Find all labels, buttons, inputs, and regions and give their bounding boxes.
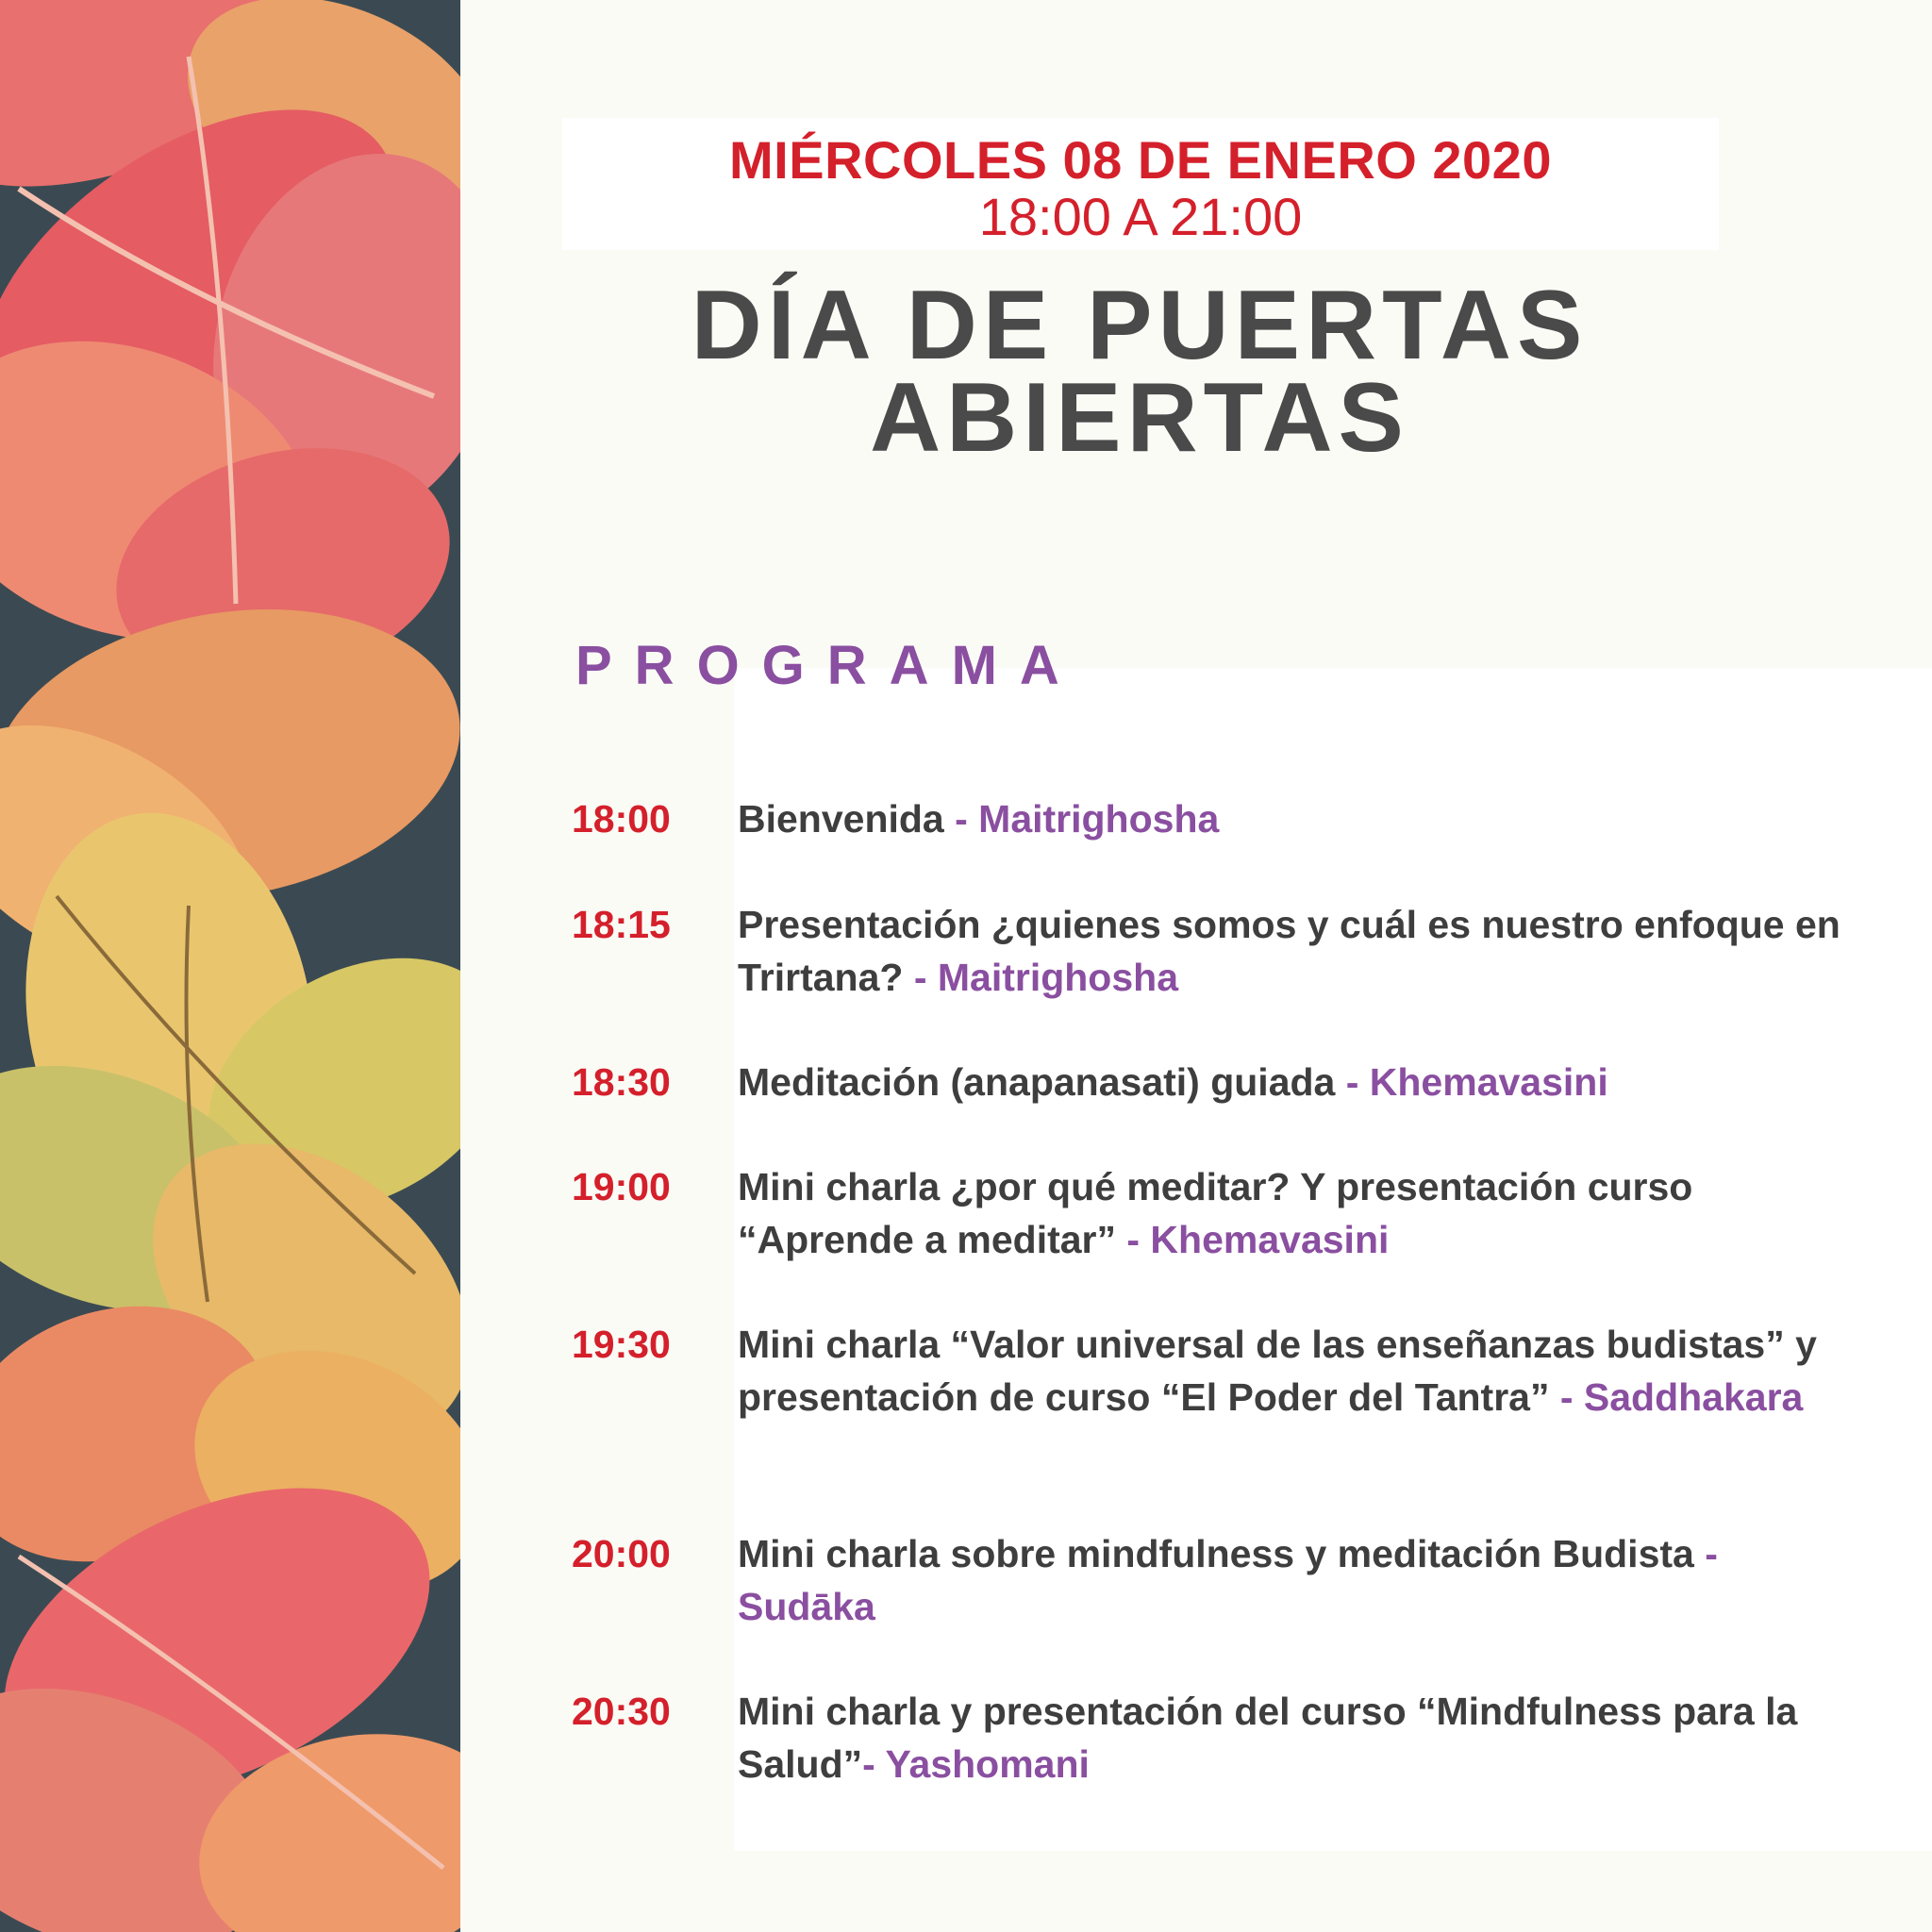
item-description bbox=[738, 898, 1851, 1004]
title-line-2: ABIERTAS bbox=[870, 363, 1409, 473]
event-hours: 18:00 A 21:00 bbox=[978, 187, 1303, 246]
item-time: 18:00 bbox=[572, 797, 671, 841]
autumn-leaves-panel bbox=[0, 0, 460, 1932]
item-speaker: - Maitrighosha bbox=[903, 956, 1179, 999]
item-description bbox=[738, 1056, 1851, 1108]
item-description bbox=[738, 1318, 1851, 1424]
event-date-box bbox=[562, 118, 1719, 250]
item-description bbox=[738, 1160, 1851, 1266]
item-text: Mini charla “Valor universal de las enseñanzas budistas” y presentación de curso “El Poder del Tantra” bbox=[738, 1323, 1817, 1419]
item-description bbox=[738, 1685, 1851, 1790]
program-heading: PROGRAMA bbox=[575, 635, 1082, 696]
item-time: 20:30 bbox=[572, 1690, 671, 1733]
item-text: Meditación (anapanasati) guiada bbox=[738, 1060, 1336, 1104]
page-title bbox=[460, 271, 1819, 473]
event-date: MIÉRCOLES 08 DE ENERO 2020 bbox=[729, 130, 1552, 190]
item-time: 19:00 bbox=[572, 1165, 671, 1208]
item-time: 18:30 bbox=[572, 1060, 671, 1104]
item-text: Bienvenida bbox=[738, 797, 944, 841]
item-text: Mini charla y presentación del curso “Mindfulness para la Salud” bbox=[738, 1690, 1798, 1786]
item-description bbox=[738, 792, 1851, 845]
item-description bbox=[738, 1527, 1851, 1633]
item-speaker: - Yashomani bbox=[862, 1742, 1090, 1786]
title-line-1: DÍA DE PUERTAS bbox=[691, 271, 1589, 380]
autumn-leaves-illustration bbox=[0, 0, 460, 1932]
item-speaker: - Saddhakara bbox=[1549, 1375, 1804, 1419]
item-text: Mini charla sobre mindfulness y meditación Budista bbox=[738, 1532, 1694, 1575]
item-time: 18:15 bbox=[572, 903, 671, 946]
item-text: Mini charla ¿por qué meditar? Y presentación curso “Aprende a meditar” bbox=[738, 1165, 1693, 1261]
item-text: Presentación ¿quienes somos y cuál es nuestro enfoque en Trirtana? bbox=[738, 903, 1840, 999]
item-speaker: - Khemavasini bbox=[1335, 1060, 1608, 1104]
item-time: 19:30 bbox=[572, 1323, 671, 1366]
item-time: 20:00 bbox=[572, 1532, 671, 1575]
main-content bbox=[460, 0, 1932, 1932]
item-speaker: - Maitrighosha bbox=[943, 797, 1220, 841]
item-speaker: - Sudāka bbox=[738, 1532, 1718, 1628]
item-speaker: - Khemavasini bbox=[1116, 1218, 1390, 1261]
